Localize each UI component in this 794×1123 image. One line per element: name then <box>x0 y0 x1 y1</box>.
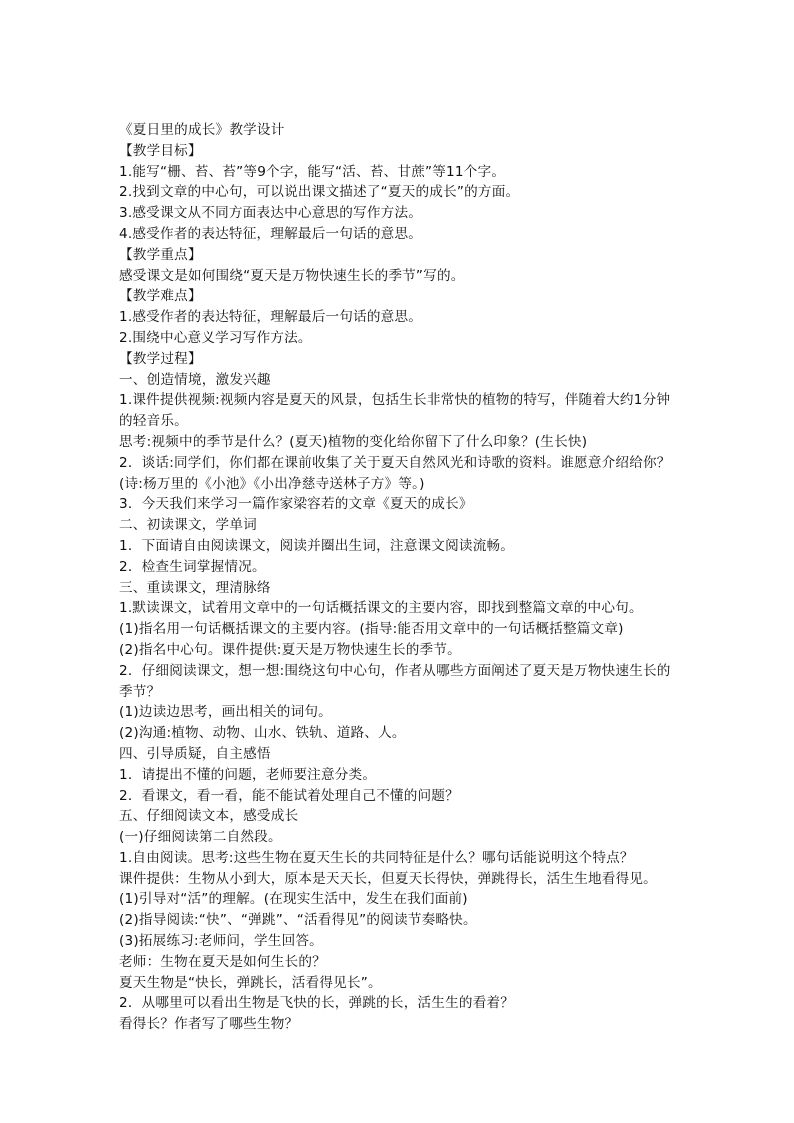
section-heading: 【教学重点】 <box>119 246 202 263</box>
step-heading: 四、引导质疑，自主感悟 <box>119 745 271 762</box>
paragraph: 老师：生物在夏天是如何生长的？ <box>119 953 326 970</box>
section-heading: 【教学目标】 <box>119 142 202 159</box>
paragraph: 1．下面请自由阅读课文，阅读并圈出生词，注意课文阅读流畅。 <box>119 537 515 554</box>
difficulty-item: 1.感受作者的表达特征，理解最后一句话的意思。 <box>119 309 423 326</box>
paragraph: 1.自由阅读。思考:这些生物在夏天生长的共同特征是什么？哪句话能说明这个特点？ <box>119 849 634 866</box>
paragraph: (1)边读边思考，画出相关的词句。 <box>119 704 332 721</box>
difficulty-item: 2.围绕中心意义学习写作方法。 <box>119 329 312 346</box>
paragraph: 的轻音乐。 <box>119 413 188 430</box>
paragraph: 2．谈话:同学们，你们都在课前收集了关于夏天自然风光和诗歌的资料。谁愿意介绍给你？ <box>119 454 671 471</box>
paragraph: 2．仔细阅读课文，想一想:围绕这句中心句，作者从哪些方面阐述了夏天是万物快速生长的 <box>119 662 671 679</box>
paragraph: (诗:杨万里的《小池》《小出净慈寺送林子方》等。) <box>119 475 425 492</box>
step-heading: 五、仔细阅读文本，感受成长 <box>119 808 299 825</box>
section-heading: 【教学难点】 <box>119 288 202 305</box>
paragraph: 夏天生物是“快长，弹跳长，活看得见长”。 <box>119 974 382 991</box>
paragraph: 2．看课文，看一看，能不能试着处理自己不懂的问题？ <box>119 787 459 804</box>
objective-item: 2.找到文章的中心句，可以说出课文描述了“夏天的成长”的方面。 <box>119 184 520 201</box>
paragraph: 季节？ <box>119 683 161 700</box>
document-title: 《夏日里的成长》教学设计 <box>119 122 285 138</box>
paragraph: 3．今天我们来学习一篇作家梁容若的文章《夏天的成长》 <box>119 496 473 513</box>
paragraph: 1.默读课文，试着用文章中的一句话概括课文的主要内容，即找到整篇文章的中心句。 <box>119 600 643 617</box>
step-heading: 三、重读课文，理清脉络 <box>119 579 271 596</box>
step-heading: 二、初读课文，学单词 <box>119 517 257 534</box>
paragraph: (一)仔细阅读第二自然段。 <box>119 829 282 846</box>
step-heading: 一、创造情境，激发兴趣 <box>119 371 271 388</box>
paragraph: 感受课文是如何围绕“夏天是万物快速生长的季节”写的。 <box>119 267 465 284</box>
paragraph: 思考:视频中的季节是什么？(夏天)植物的变化给你留下了什么印象？(生长快) <box>119 433 588 450</box>
objective-item: 4.感受作者的表达特征，理解最后一句话的意思。 <box>119 225 423 242</box>
paragraph: (3)拓展练习:老师问，学生回答。 <box>119 933 323 950</box>
objective-item: 3.感受课文从不同方面表达中心意思的写作方法。 <box>119 205 423 222</box>
section-heading: 【教学过程】 <box>119 350 202 367</box>
paragraph: (2)沟通:植物、动物、山水、铁轨、道路、人。 <box>119 725 406 742</box>
paragraph: 1.课件提供视频:视频内容是夏天的风景，包括生长非常快的植物的特写，伴随着大约1分钟 <box>119 392 671 409</box>
paragraph: 2．从哪里可以看出生物是飞快的长，弹跳的长，活生生的看着？ <box>119 995 515 1012</box>
paragraph: 2．检查生词掌握情况。 <box>119 558 266 575</box>
paragraph: 看得长？作者写了哪些生物？ <box>119 1016 299 1033</box>
objective-item: 1.能写“栅、苔、苔”等9个字，能写“活、苔、甘蔗”等11个字。 <box>119 163 506 180</box>
paragraph: 1．请提出不懂的问题，老师要注意分类。 <box>119 766 377 783</box>
paragraph: (2)指导阅读:“快”、“弹跳”、“活看得见”的阅读节奏略快。 <box>119 912 477 929</box>
paragraph: (2)指名中心句。课件提供:夏天是万物快速生长的季节。 <box>119 641 461 658</box>
paragraph: (1)指名用一句话概括课文的主要内容。(指导:能否用文章中的一句话概括整篇文章) <box>119 621 624 638</box>
document-body <box>119 120 699 1035</box>
paragraph: (1)引导对“活”的理解。(在现实生活中，发生在我们面前) <box>119 891 468 908</box>
paragraph: 课件提供：生物从小到大，原本是天天长，但夏天长得快，弹跳得长，活生生地看得见。 <box>119 870 657 887</box>
